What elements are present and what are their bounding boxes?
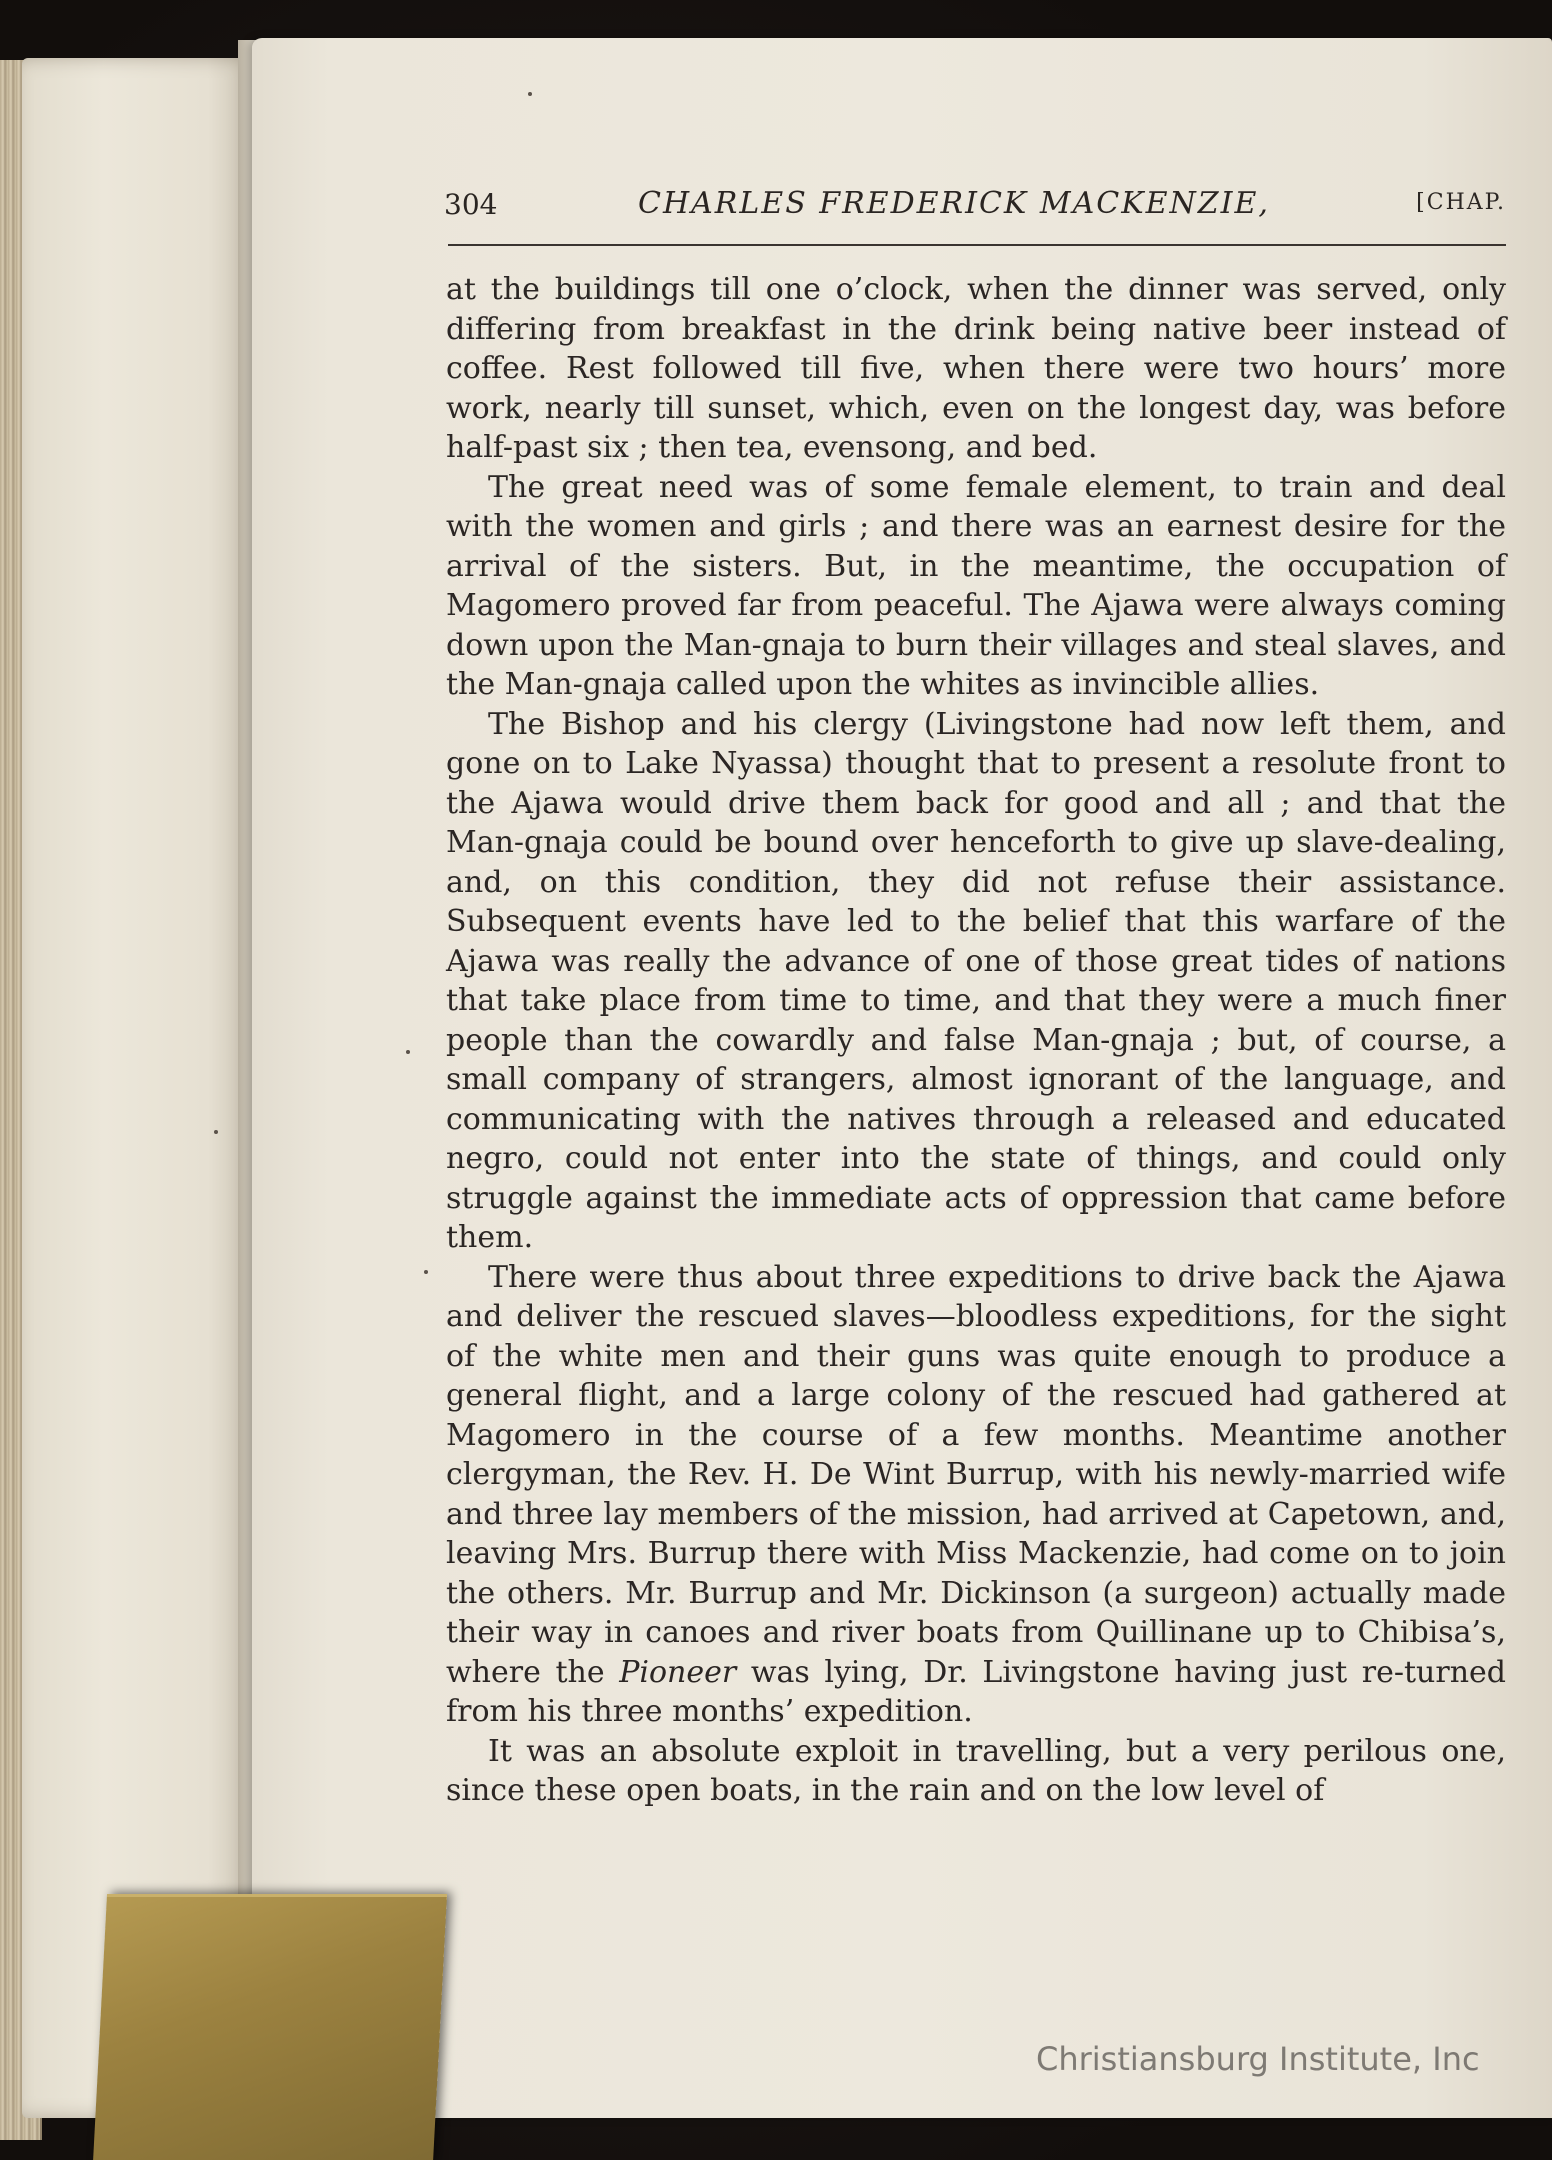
paper-speck	[528, 92, 532, 96]
chapter-marker: [CHAP.	[1416, 190, 1506, 215]
page-body	[446, 270, 1506, 1811]
paper-speck	[214, 1130, 218, 1134]
page-number: 304	[444, 188, 498, 221]
paper-speck	[406, 1050, 410, 1054]
watermark: Christiansburg Institute, Inc	[1036, 2040, 1480, 2078]
running-header	[444, 182, 1506, 226]
header-rule	[448, 244, 1506, 246]
running-title: CHARLES FREDERICK MACKENZIE,	[638, 186, 1270, 221]
paragraph-text: was lying, Dr. Livingstone having just re-turned from his three months’ expedition.	[446, 1654, 1507, 1729]
paragraph-text: There were thus about three expeditions to drive back the Ajawa and deliver the rescued slaves—bloodless expeditions, for the sight of the white men and their guns was quite enough to produce a general flight, and a large colony of the rescued had gathered at Magomero in the course of a few months. Meantime another clergyman, the Rev. H. De Wint Burrup, with his newly-married wife and three lay members of the mission, had arrived at Capetown, and, leaving Mrs. Burrup there with Miss Mackenzie, had come on to join the others. Mr. Burrup and Mr. Dickinson (a surgeon) actually made their way in canoes and river boats from Quillinane up to Chibisa’s, where the	[446, 1259, 1506, 1690]
paragraph: The Bishop and his clergy (Livingstone had now left them, and gone on to Lake Nyassa) thought that to present a resolute front to the Ajawa would drive them back for good and all ; and that the Man-gnaja could be bound over henceforth to give up slave-dealing, and, on this condition, they did not refuse their assistance. Subsequent events have led to the belief that this warfare of the Ajawa was really the advance of one of those great tides of nations that take place from time to time, and that they were a much finer people than the cowardly and false Man-gnaja ; but, of course, a small company of strangers, almost ignorant of the language, and communicating with the natives through a released and educated negro, could not enter into the state of things, and could only struggle against the immediate acts of oppression that came before them.	[446, 706, 1506, 1255]
paper-speck	[424, 1270, 428, 1274]
brass-bookmark	[93, 1894, 447, 2160]
paragraph: at the buildings till one o’clock, when the dinner was served, only differing from breakfast in the drink being native beer instead of coffee. Rest followed till five, when there were two hours’ more work, nearly till sunset, which, even on the longest day, was before half-past six ; then tea, evensong, and bed.	[446, 272, 1506, 465]
paragraph: The great need was of some female element, to train and deal with the women and girls ; and there was an earnest desire for the arrival of the sisters. But, in the meantime, the occupation of Magomero proved far from peaceful. The Ajawa were always coming down upon the Man-gnaja to burn their villages and steal slaves, and the Man-gnaja called upon the whites as invincible allies.	[446, 469, 1506, 702]
paragraph: It was an absolute exploit in travelling, but a very perilous one, since these open boats, in the rain and on the low level of	[446, 1733, 1506, 1808]
paragraph	[446, 1258, 1506, 1732]
left-page	[22, 58, 254, 2118]
ship-name-italic: Pioneer	[619, 1654, 737, 1690]
